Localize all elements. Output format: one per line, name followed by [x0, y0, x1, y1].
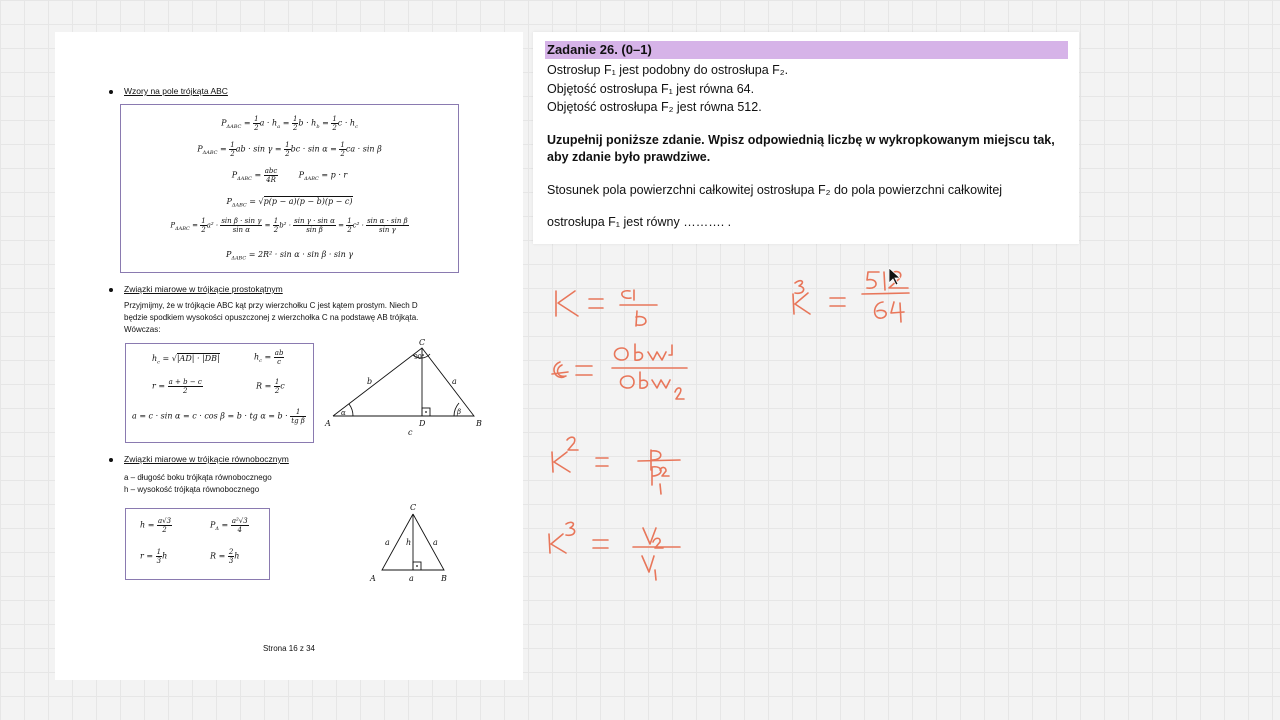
task-statement-line: Objętość ostrosłupa F₂ jest równa 512. — [547, 100, 762, 114]
section-title-triangle-area: Wzory na pole trójkąta ABC — [124, 86, 228, 96]
section-title-right-triangle: Związki miarowe w trójkącie prostokątnym — [124, 284, 283, 294]
handwriting-k-equals-perimeter-ratio — [552, 344, 687, 399]
formula-heron: $P_{\Delta ABC} = √p(p - a)(p - b)(p - c)$ — [226, 197, 353, 209]
definition-line: a – długość boku trójkąta równobocznego — [124, 473, 272, 482]
task-statement-line: Objętość ostrosłupa F₁ jest równa 64. — [547, 82, 755, 96]
side-label-b: b — [367, 377, 373, 386]
page-footer: Strona 16 z 34 — [262, 644, 316, 653]
vertex-label-a: A — [370, 574, 376, 583]
height-label-h: h — [406, 538, 412, 547]
task-instruction-line: aby zdanie było prawdziwe. — [547, 150, 711, 164]
vertex-label-c: C — [419, 338, 426, 347]
angle-label-alpha: α — [341, 409, 346, 417]
side-label-c: c — [408, 428, 413, 436]
paragraph-line: Przyjmijmy, że w trójkącie ABC kąt przy wierzchołku C jest kątem prostym. Niech D — [124, 301, 418, 310]
task-instruction-line: Uzupełnij poniższe zdanie. Wpisz odpowiednią liczbę w wykropkowanym miejscu tak, — [547, 133, 1055, 147]
task-sentence-part2: ostrosłupa F₁ jest równy ………. . — [547, 215, 732, 229]
formula-trig-relations: a = c · sin α = c · cos β = b · tg α = b · $\frac{1}{\text{tg β}}$ — [132, 408, 305, 425]
formula-area-radius-sines: $P_{\Delta ABC} = 2R^2 \cdot \sin \alpha \cdot \sin \beta \cdot \sin \gamma$ — [225, 250, 354, 262]
formula-area-heights: $P_{\Delta ABC}$ = $\frac{1}{2}$ $a \cdot h_a$ = $\frac{1}{2}$ $b \cdot h_b$ = $\frac{1}{2}$ $c \cdot h_c$ — [221, 115, 358, 132]
section-title-equilateral: Związki miarowe w trójkącie równobocznym — [124, 454, 289, 464]
paragraph-line: Wówczas: — [124, 325, 161, 334]
formula-height-ab-c: $h_c$ = $\frac{ab}{c}$ — [254, 349, 284, 366]
side-label-a: a — [433, 538, 438, 547]
definition-line: h – wysokość trójkąta równobocznego — [124, 485, 260, 494]
point-label-d: D — [419, 419, 426, 428]
paragraph-line: będzie spodkiem wysokości opuszczonej z wierzchołka C na podstawę AB trójkąta. — [124, 313, 419, 322]
angle-label-90: 90° — [414, 354, 425, 361]
handwriting-k-squared-equals-area-ratio — [552, 437, 680, 494]
formula-equilateral-height: h = $\frac{a√3}{2}$ — [140, 517, 172, 534]
vertex-label-c: C — [410, 503, 417, 512]
formula-height-geometric-mean: $h_c = √|AD| \cdot |DB|$ — [152, 354, 220, 366]
vertex-label-a: A — [325, 419, 331, 428]
angle-label-beta: β — [457, 408, 462, 416]
formula-circumradius: R = $\frac{1}{2}$ c — [256, 378, 285, 395]
task-statement-line: Ostrosłup F₁ jest podobny do ostrosłupa F₂. — [547, 63, 789, 77]
base-label-a: a — [409, 574, 414, 583]
formula-equilateral-circumradius: R = $\frac{2}{3}$ h — [210, 548, 240, 565]
vertex-label-b: B — [441, 574, 447, 583]
formula-equilateral-area: $P_\Delta$ = $\frac{\text{a²√3}}{4}$ — [210, 517, 248, 534]
vertex-label-b: B — [476, 419, 482, 428]
formula-inradius: r = $\frac{a + b - c}{2}$ — [152, 378, 202, 395]
side-label-a: a — [385, 538, 390, 547]
task-header: Zadanie 26. (0–1) — [545, 41, 1068, 59]
handwriting-k-equals-a-over-b — [556, 290, 657, 326]
formula-area-circumradius: $P_{\Delta ABC}$ = $\frac{\text{abc}}{4R}$ $P_{\Delta ABC} = p \cdot r$ — [231, 167, 348, 184]
formula-area-sines: $P_{\Delta ABC}$ = $\frac{1}{2}$ ab · sin γ = $\frac{1}{2}$ bc · sin α = $\frac{1}{2}$ ca · sin β — [197, 141, 382, 158]
formula-equilateral-inradius: r = $\frac{1}{3}$ h — [140, 548, 168, 565]
side-label-a: a — [452, 377, 457, 386]
formula-area-squares: $P_{\Delta ABC}$ = $\frac{1}{2}$ a² · $\frac{\text{sin β · sin γ}}{\text{sin α}}$ = $\frac{1}{2}$ b² · $\frac{\text{sin γ · sin α}}{\text{sin β}}$ = $\frac{1}{2}$ c² · $\frac{\text{sin α · sin β}}{\text{sin γ}}$ — [170, 217, 408, 234]
handwriting-k-cubed-equals-volume-ratio — [549, 522, 680, 580]
mouse-cursor-icon — [889, 268, 900, 285]
task-sentence-part1: Stosunek pola powierzchni całkowitej ostrosłupa F₂ do pola powierzchni całkowitej — [547, 183, 1003, 197]
